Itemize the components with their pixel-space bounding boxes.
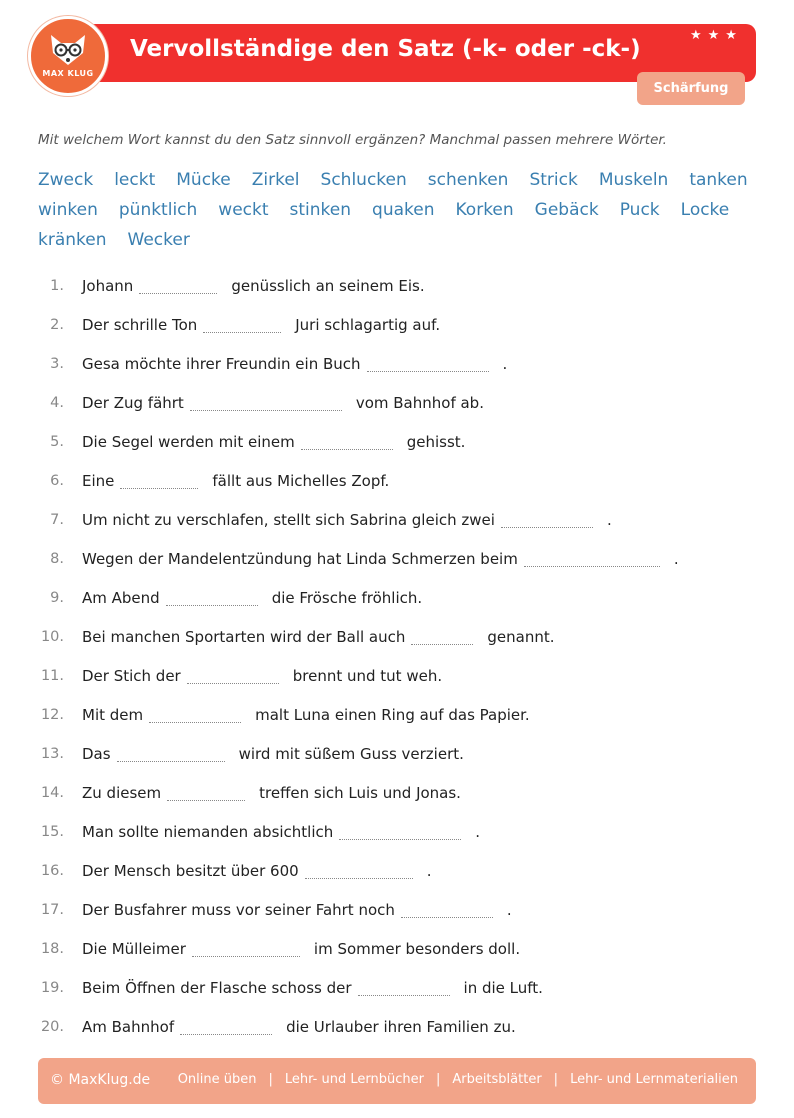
sentence-number: 6.: [50, 472, 64, 489]
sentence-item: [38, 656, 738, 695]
footer-link[interactable]: Arbeitsblätter: [452, 1072, 542, 1087]
sentence-number: 14.: [40, 784, 64, 801]
sentence-number: 9.: [50, 589, 64, 606]
sentence-number: 12.: [40, 706, 64, 723]
sentence-number: 4.: [50, 394, 64, 411]
sentence-number: 13.: [40, 745, 64, 762]
answer-blank[interactable]: [139, 277, 217, 294]
page-title: Vervollständige den Satz (-k- oder -ck-): [130, 36, 641, 62]
sentence-text-before: Um nicht zu verschlafen, stellt sich Sabrina gleich zwei: [82, 510, 495, 529]
footer-separator: |: [435, 1072, 441, 1087]
sentence-text-after: im Sommer besonders doll.: [313, 939, 521, 958]
sentence-text-before: Wegen der Mandelentzündung hat Linda Schmerzen beim: [82, 549, 518, 568]
answer-blank[interactable]: [120, 472, 198, 489]
word-bank-word: Muskeln: [598, 170, 669, 190]
word-bank-word: weckt: [218, 200, 269, 220]
sentence-number: 7.: [50, 511, 64, 528]
answer-blank[interactable]: [501, 511, 593, 528]
answer-blank[interactable]: [305, 862, 413, 879]
word-bank-line: [38, 165, 758, 195]
sentence-item: [38, 734, 738, 773]
answer-blank[interactable]: [301, 433, 393, 450]
sentence-item: [38, 968, 738, 1007]
answer-blank[interactable]: [117, 745, 225, 762]
sentence-item: [38, 461, 738, 500]
word-bank-word: leckt: [114, 170, 156, 190]
sentence-text-before: Der Busfahrer muss vor seiner Fahrt noch: [82, 900, 395, 919]
sentence-number: 18.: [40, 940, 64, 957]
word-bank-word: Strick: [529, 170, 578, 190]
word-bank: [38, 165, 758, 255]
word-bank-word: kränken: [38, 230, 107, 250]
sentence-item: [38, 578, 738, 617]
word-bank-word: Zirkel: [251, 170, 300, 190]
sentence-item: [38, 500, 738, 539]
answer-blank[interactable]: [358, 979, 450, 996]
sentence-number: 3.: [50, 355, 64, 372]
sentence-text-after: .: [502, 354, 508, 373]
word-bank-word: pünktlich: [118, 200, 198, 220]
sentence-text-after: brennt und tut weh.: [292, 666, 443, 685]
sentence-text-after: .: [426, 861, 432, 880]
sentence-number: 10.: [40, 628, 64, 645]
sentence-number: 5.: [50, 433, 64, 450]
sentence-item: [38, 773, 738, 812]
word-bank-word: quaken: [372, 200, 435, 220]
footer-separator: |: [268, 1072, 273, 1087]
sentence-text-after: treffen sich Luis und Jonas.: [259, 783, 461, 802]
sentence-text-before: Johann: [82, 276, 134, 295]
sentence-text-before: Der schrille Ton: [82, 315, 198, 334]
word-bank-word: Locke: [680, 200, 730, 220]
answer-blank[interactable]: [367, 355, 489, 372]
sentence-item: [38, 929, 738, 968]
sentence-item: [38, 1007, 738, 1046]
instruction-text: Mit welchem Wort kannst du den Satz sinnvoll ergänzen? Manchmal passen mehrere Wörter.: [38, 132, 667, 148]
logo-text: MAX KLUG: [42, 69, 94, 78]
footer: [38, 1058, 756, 1104]
sentence-number: 19.: [40, 979, 64, 996]
sentence-text-after: vom Bahnhof ab.: [355, 393, 484, 412]
sentence-text-after: .: [506, 900, 512, 919]
word-bank-word: Mücke: [176, 170, 231, 190]
word-bank-word: Korken: [455, 200, 514, 220]
word-bank-word: Wecker: [127, 230, 190, 250]
sentence-item: [38, 422, 738, 461]
sentence-text-before: Beim Öffnen der Flasche schoss der: [82, 978, 352, 997]
word-bank-word: winken: [38, 200, 98, 220]
answer-blank[interactable]: [187, 667, 279, 684]
sentence-item: [38, 851, 738, 890]
word-bank-line: [38, 195, 758, 225]
sentence-item: [38, 305, 738, 344]
sentence-number: 1.: [50, 277, 64, 294]
sentence-item: [38, 695, 738, 734]
word-bank-word: stinken: [289, 200, 352, 220]
sentence-text-before: Der Mensch besitzt über 600: [82, 861, 299, 880]
word-bank-word: Gebäck: [534, 200, 599, 220]
sentence-text-after: .: [475, 822, 481, 841]
footer-link[interactable]: Lehr- und Lernbücher: [284, 1072, 424, 1087]
sentence-text-after: gehisst.: [406, 432, 466, 451]
answer-blank[interactable]: [192, 940, 300, 957]
sentence-item: [38, 344, 738, 383]
sentence-text-before: Am Abend: [82, 588, 160, 607]
footer-link[interactable]: Online üben: [177, 1072, 257, 1087]
footer-copyright: © MaxKlug.de: [50, 1072, 151, 1088]
sentence-item: [38, 890, 738, 929]
footer-links: [178, 1072, 738, 1087]
sentence-number: 16.: [40, 862, 64, 879]
sentence-text-before: Das: [82, 744, 111, 763]
answer-blank[interactable]: [401, 901, 493, 918]
sentence-text-after: in die Luft.: [463, 978, 543, 997]
footer-link[interactable]: Lehr- und Lernmaterialien: [570, 1072, 738, 1087]
sentence-text-before: Man sollte niemanden absichtlich: [82, 822, 334, 841]
sentence-text-after: genüsslich an seinem Eis.: [231, 276, 425, 295]
word-bank-word: tanken: [689, 170, 748, 190]
sentence-text-before: Gesa möchte ihrer Freundin ein Buch: [82, 354, 361, 373]
sentence-number: 20.: [40, 1018, 64, 1035]
word-bank-word: schenken: [427, 170, 509, 190]
answer-blank[interactable]: [411, 628, 473, 645]
word-bank-word: Puck: [619, 200, 660, 220]
word-bank-line: [38, 225, 758, 255]
sentence-text-after: die Urlauber ihren Familien zu.: [286, 1017, 516, 1036]
sentence-text-before: Zu diesem: [82, 783, 162, 802]
sentence-text-before: Der Zug fährt: [82, 393, 184, 412]
sentence-text-before: Die Segel werden mit einem: [82, 432, 295, 451]
sentence-number: 15.: [40, 823, 64, 840]
sentence-text-after: Juri schlagartig auf.: [295, 315, 441, 334]
sentence-text-before: Mit dem: [82, 705, 144, 724]
answer-blank[interactable]: [339, 823, 461, 840]
sentence-text-before: Die Mülleimer: [82, 939, 186, 958]
sentence-item: [38, 617, 738, 656]
word-bank-word: Zweck: [38, 170, 94, 190]
sentence-item: [38, 266, 738, 305]
sentence-text-after: die Frösche fröhlich.: [271, 588, 423, 607]
answer-blank[interactable]: [190, 394, 342, 411]
sentence-item: [38, 812, 738, 851]
answer-blank[interactable]: [149, 706, 241, 723]
difficulty-stars-icon: ★★★: [690, 28, 743, 43]
sentence-list: [38, 266, 738, 1046]
answer-blank[interactable]: [167, 784, 245, 801]
sentence-text-before: Am Bahnhof: [82, 1017, 175, 1036]
answer-blank[interactable]: [524, 550, 660, 567]
maxklug-logo[interactable]: [28, 16, 108, 96]
sentence-text-after: wird mit süßem Guss verziert.: [238, 744, 464, 763]
sentence-text-after: malt Luna einen Ring auf das Papier.: [255, 705, 530, 724]
word-bank-word: Schlucken: [320, 170, 407, 190]
sentence-text-before: Bei manchen Sportarten wird der Ball auch: [82, 627, 406, 646]
answer-blank[interactable]: [180, 1018, 272, 1035]
sentence-number: 17.: [40, 901, 64, 918]
topic-badge: Schärfung: [637, 72, 745, 105]
sentence-number: 8.: [50, 550, 64, 567]
answer-blank[interactable]: [166, 589, 258, 606]
sentence-text-before: Eine: [82, 471, 115, 490]
fox-glasses-icon: [49, 33, 87, 67]
sentence-number: 11.: [40, 667, 64, 684]
sentence-text-after: fällt aus Michelles Zopf.: [212, 471, 390, 490]
sentence-item: [38, 539, 738, 578]
sentence-text-before: Der Stich der: [82, 666, 181, 685]
footer-separator: |: [553, 1072, 559, 1087]
sentence-text-after: .: [606, 510, 612, 529]
sentence-text-after: .: [673, 549, 679, 568]
answer-blank[interactable]: [203, 316, 281, 333]
sentence-number: 2.: [50, 316, 64, 333]
sentence-item: [38, 383, 738, 422]
sentence-text-after: genannt.: [487, 627, 555, 646]
